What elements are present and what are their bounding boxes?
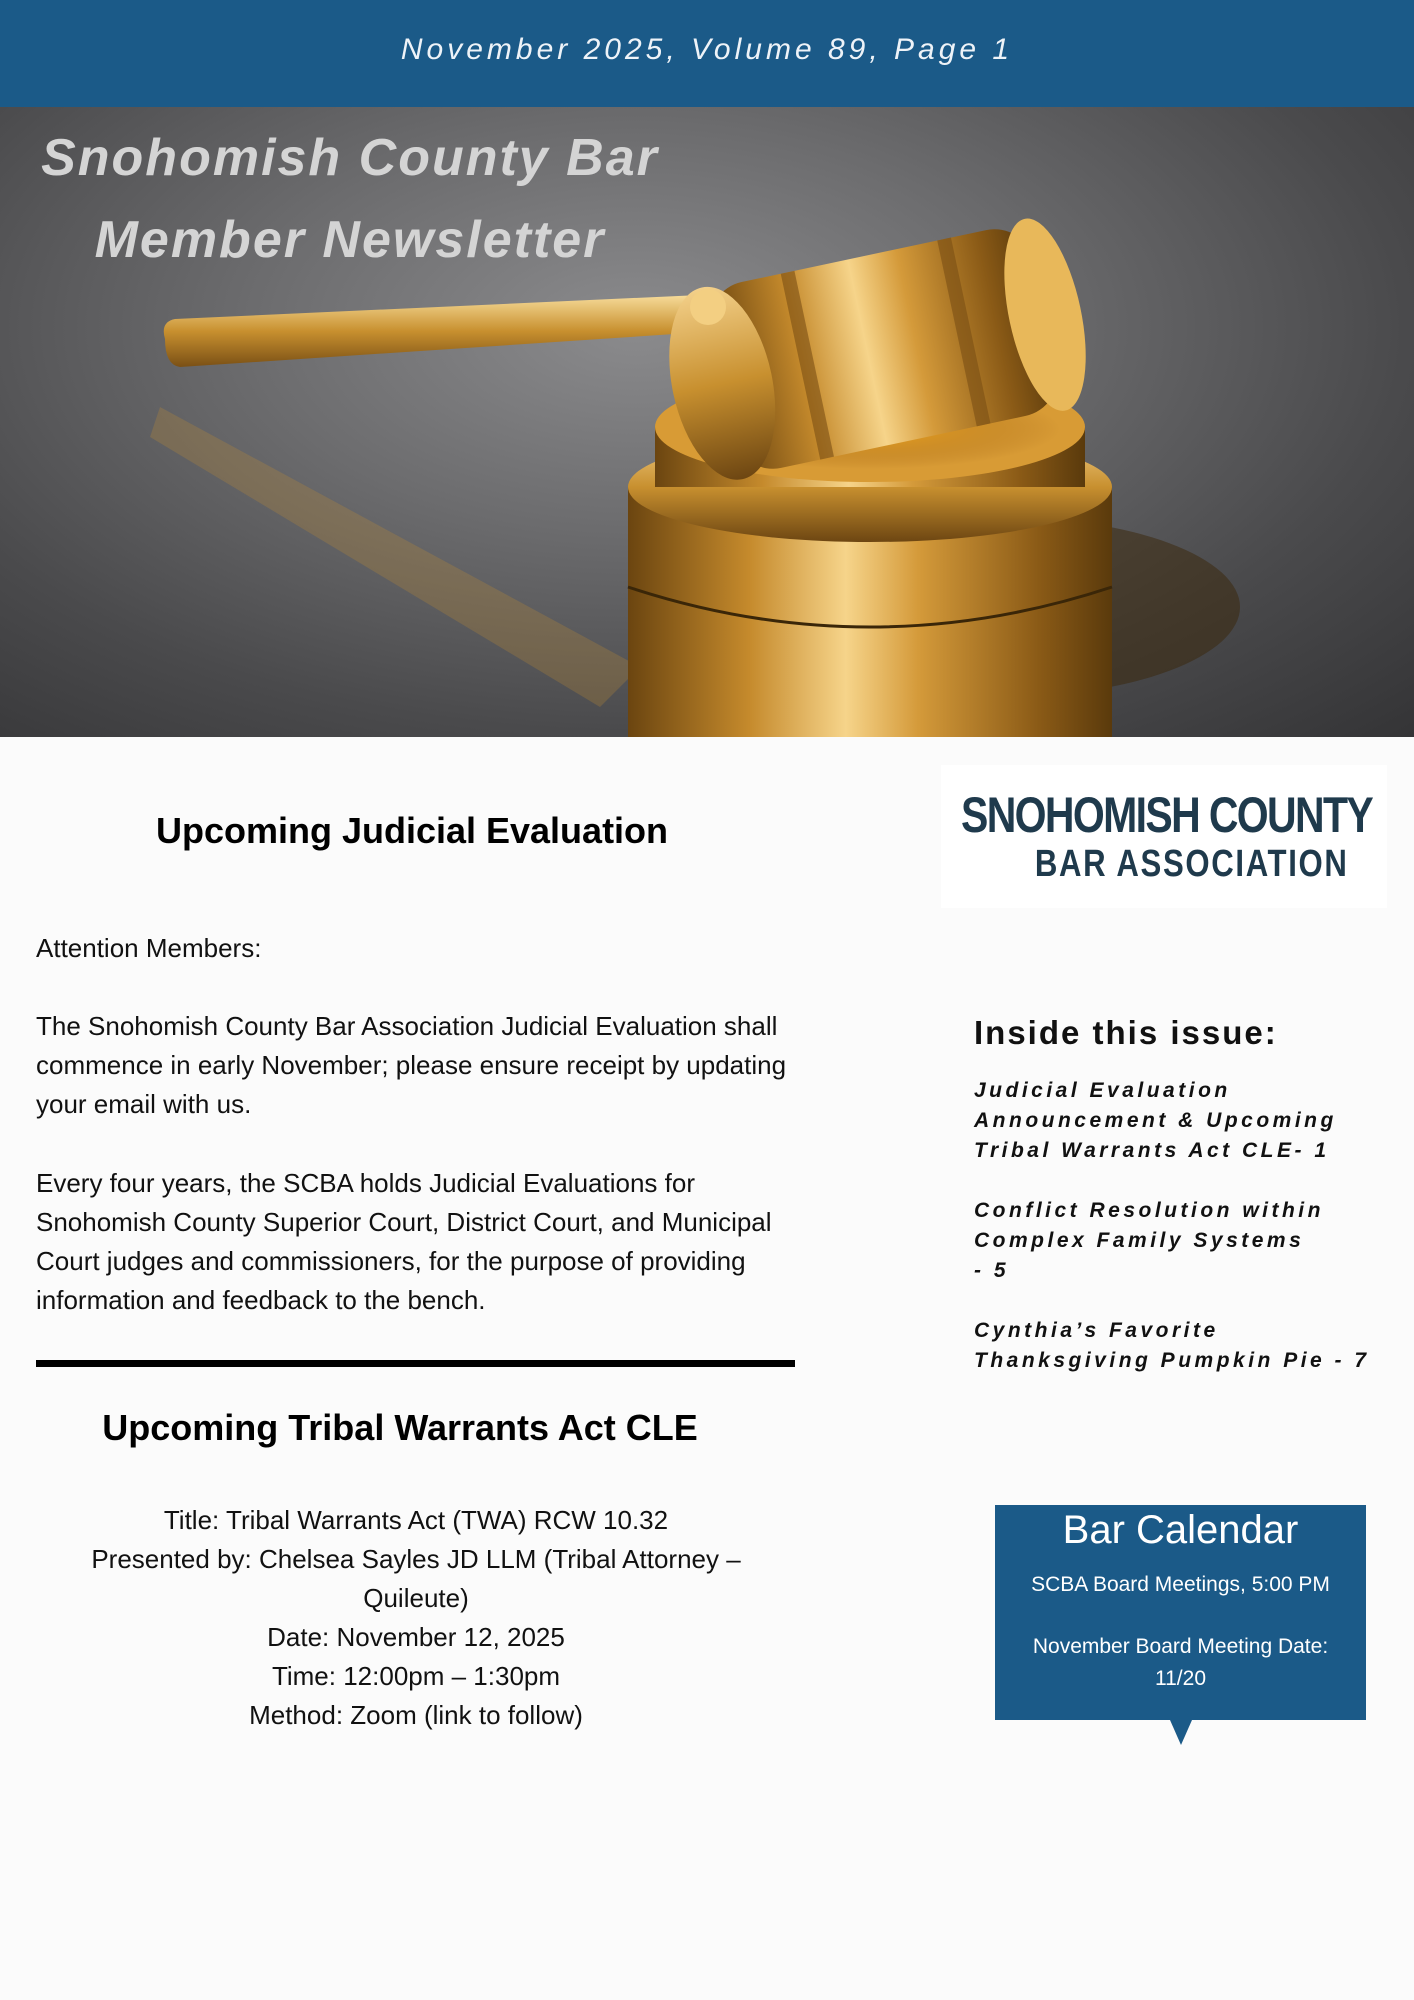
calendar-title: Bar Calendar [1062, 1508, 1299, 1552]
section-divider [36, 1360, 795, 1367]
judicial-evaluation-heading: Upcoming Judicial Evaluation [155, 810, 669, 851]
cle-presenter: Presented by: Chelsea Sayles JD LLM (Tribal Attorney – Quileute) [91, 1544, 741, 1613]
inside-heading: Inside this issue: [974, 1014, 1278, 1051]
tribal-cle-heading: Upcoming Tribal Warrants Act CLE [102, 1407, 698, 1448]
cle-details [36, 1501, 796, 1735]
cle-method: Method: Zoom (link to follow) [249, 1700, 583, 1730]
scba-logo [941, 765, 1387, 908]
bar-calendar-callout [995, 1505, 1366, 1720]
cle-title: Title: Tribal Warrants Act (TWA) RCW 10.32 [163, 1505, 669, 1535]
issue-banner [0, 0, 1414, 107]
title-line-1: Snohomish County Bar [41, 129, 659, 187]
logo-wordmark [961, 788, 1414, 886]
logo-line-1: SNOHOMISH COUNTY [961, 786, 1373, 843]
title-line-2: Member Newsletter [94, 211, 606, 269]
judicial-paragraph-2: Every four years, the SCBA holds Judicial Evaluations for Snohomish County Superior Court, District Court, and Municipal Court judges and commissioners, for the purpose of providing information and feedback to the bench. [36, 1168, 772, 1315]
toc-entry[interactable]: Conflict Resolution within Complex Family Systems - 5 [974, 1199, 1324, 1282]
toc-entry[interactable]: Cynthia’s Favorite Thanksgiving Pumpkin Pie - 7 [974, 1319, 1370, 1372]
calendar-line-1: SCBA Board Meetings, 5:00 PM [1031, 1573, 1330, 1596]
toc-entry[interactable]: Judicial Evaluation Announcement & Upcoming Tribal Warrants Act CLE- 1 [974, 1079, 1337, 1162]
cle-time: Time: 12:00pm – 1:30pm [271, 1661, 561, 1691]
issue-line: November 2025, Volume 89, Page 1 [400, 32, 1014, 66]
newsletter-title [0, 117, 700, 281]
calendar-line-2: November Board Meeting Date: 11/20 [1032, 1635, 1329, 1690]
inside-this-issue [974, 1014, 1394, 1406]
salutation: Attention Members: [36, 933, 262, 963]
hero-image [0, 107, 1414, 737]
logo-line-2: BAR ASSOCIATION [1034, 842, 1349, 885]
judicial-paragraph-1: The Snohomish County Bar Association Judicial Evaluation shall commence in early November; please ensure receipt by updating your email with us. [36, 1011, 787, 1119]
callout-pointer [1170, 1720, 1192, 1745]
cle-date: Date: November 12, 2025 [267, 1622, 565, 1652]
